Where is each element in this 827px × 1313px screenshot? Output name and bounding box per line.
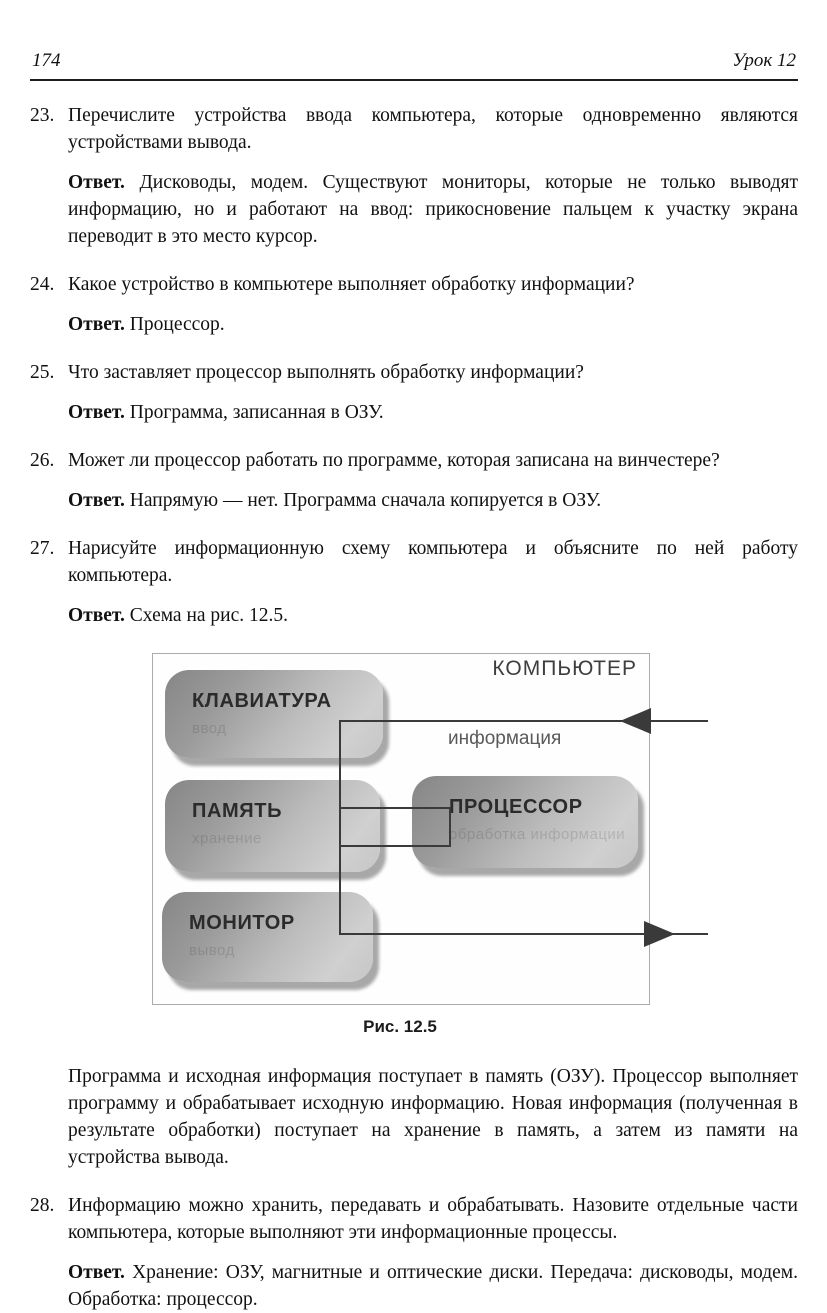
question-row: [30, 1192, 798, 1246]
block-processor-watermark: обработка информации: [449, 826, 626, 843]
answer-paragraph: [68, 399, 798, 426]
block-keyboard-label: КЛАВИАТУРА: [192, 690, 332, 712]
question-number: 28.: [30, 1195, 55, 1216]
answer-paragraph: [68, 602, 798, 629]
block-processor-label: ПРОЦЕССОР: [449, 796, 583, 818]
computer-frame-title: КОМПЬЮТЕР: [492, 657, 637, 680]
answer-label: Ответ.: [68, 1262, 125, 1283]
question-text: Перечислите устройства ввода компьютера, которые одновременно являются устройствами вывода.: [68, 105, 798, 153]
question-number: 23.: [30, 105, 55, 126]
question-text: Информацию можно хранить, передавать и обрабатывать. Назовите отдельные части компьютера, которые выполняют эти информационные процессы.: [68, 1195, 798, 1243]
lesson-title: Урок 12: [732, 50, 796, 71]
input-arrowhead-icon: [620, 708, 651, 734]
block-keyboard-watermark: ввод: [192, 720, 227, 737]
running-head: [30, 50, 798, 81]
block-monitor-label: МОНИТОР: [189, 912, 295, 934]
output-arrowhead-icon: [644, 921, 675, 947]
figure-explanation: Программа и исходная информация поступает в память (ОЗУ). Процессор выполняет программу и обрабатывает исходную информацию. Новая информация (полученная в результате обработки) поступает на хранение в память, а затем из памяти на устройства вывода.: [68, 1066, 798, 1168]
processor-connector: [339, 807, 451, 847]
block-memory-label: ПАМЯТЬ: [192, 800, 283, 822]
input-flow-line: [339, 720, 708, 722]
question-number: 27.: [30, 538, 55, 559]
question-text: Может ли процессор работать по программе, которая записана на винчестере?: [68, 450, 720, 471]
figure-caption: Рис. 12.5: [363, 1017, 437, 1036]
answer-text: Хранение: ОЗУ, магнитные и оптические диски. Передача: дисководы, модем. Обработка: процессор.: [68, 1262, 798, 1310]
question-row: [30, 447, 798, 474]
answer-text: Схема на рис. 12.5.: [124, 605, 289, 626]
answer-text: Дисководы, модем. Существуют мониторы, которые не только выводят информацию, но и работают на ввод: прикосновение пальцем к участку экрана переводит в это место курсор.: [68, 172, 798, 247]
answer-text: Напрямую — нет. Программа сначала копируется в ОЗУ.: [124, 490, 602, 511]
answer-paragraph: [68, 169, 798, 250]
answer-text: Процессор.: [124, 314, 225, 335]
block-monitor-watermark: вывод: [189, 942, 235, 959]
answer-label: Ответ.: [68, 314, 125, 335]
block-keyboard: [165, 670, 383, 758]
question-number: 24.: [30, 274, 55, 295]
information-flow-label: информация: [448, 728, 562, 749]
question-text: Какое устройство в компьютере выполняет обработку информации?: [68, 274, 635, 295]
page-number: 174: [32, 50, 61, 71]
question-row: [30, 271, 798, 298]
question-text: Нарисуйте информационную схему компьютера и объясните по ней работу компьютера.: [68, 538, 798, 586]
qa-item-26: [30, 447, 798, 514]
qa-item-24: [30, 271, 798, 338]
answer-label: Ответ.: [68, 490, 125, 511]
qa-item-25: [30, 359, 798, 426]
question-number: 25.: [30, 362, 55, 383]
answer-paragraph: [68, 487, 798, 514]
question-number: 26.: [30, 450, 55, 471]
answer-paragraph: [68, 1259, 798, 1313]
answer-label: Ответ.: [68, 605, 125, 626]
answer-text: Программа, записанная в ОЗУ.: [124, 402, 384, 423]
answer-label: Ответ.: [68, 172, 125, 193]
qa-item-27: [30, 535, 798, 629]
answer-label: Ответ.: [68, 402, 125, 423]
question-row: [30, 359, 798, 386]
question-text: Что заставляет процессор выполнять обработку информации?: [68, 362, 584, 383]
answer-paragraph: [68, 311, 798, 338]
question-row: [30, 535, 798, 589]
block-monitor: [162, 892, 373, 982]
figure-12-5: [30, 653, 798, 1005]
qa-item-28: [30, 1192, 798, 1313]
qa-item-23: [30, 102, 798, 250]
block-memory-watermark: хранение: [192, 830, 262, 847]
question-row: [30, 102, 798, 156]
